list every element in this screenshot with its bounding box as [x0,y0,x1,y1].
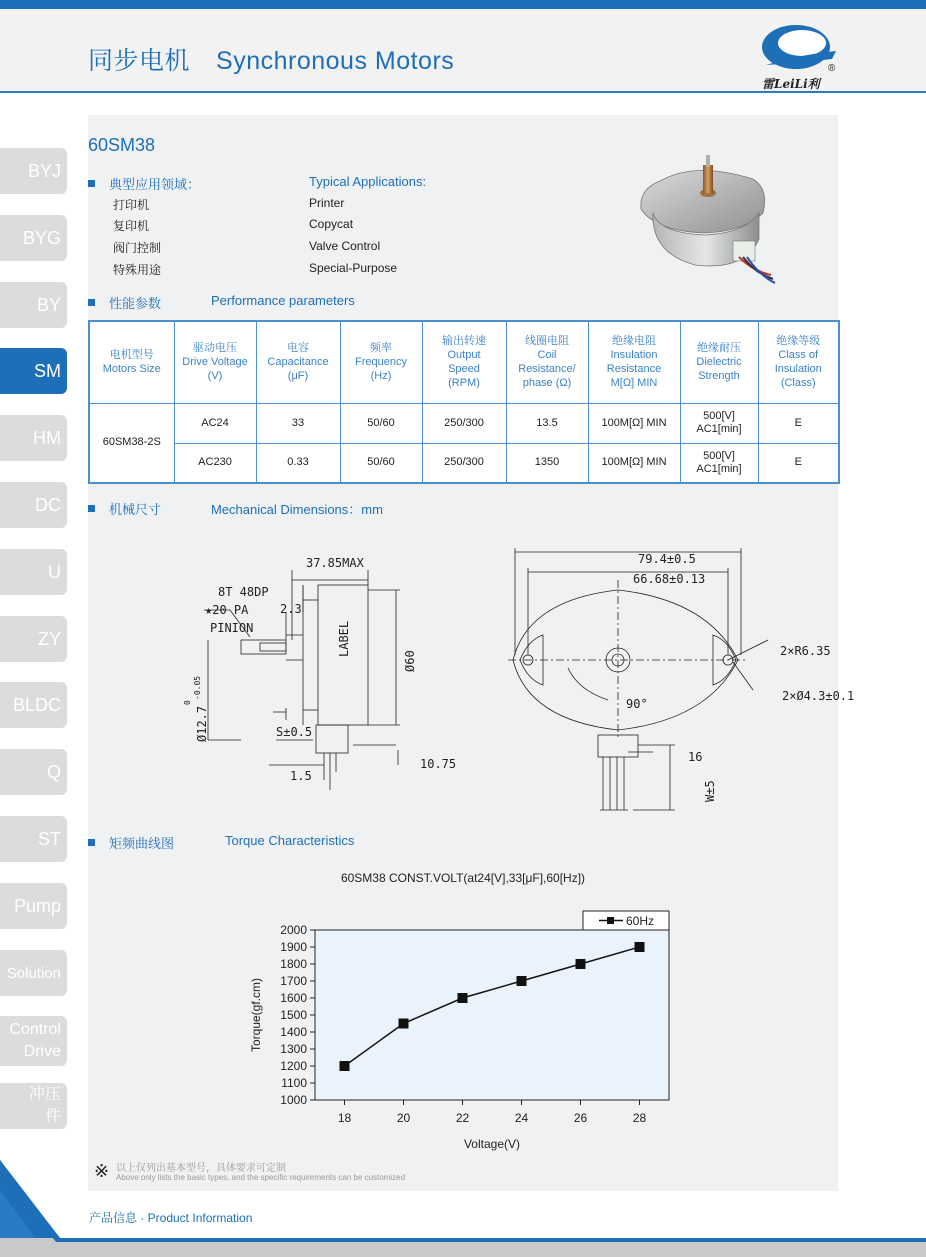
x-tick-label: 28 [632,1111,647,1125]
y-tick-label: 1900 [280,940,307,954]
legend-marker [607,917,614,924]
cell-frequency: 50/60 [340,403,422,443]
cell-dielectric: 500[V] AC1[min] [680,403,758,443]
note-en: Above only lists the basic types, and the specific requirements can be customized [116,1173,406,1182]
x-axis-label: Voltage(V) [463,1137,521,1151]
performance-heading-en: Performance parameters [211,293,355,308]
sidebar-item-st[interactable] [0,816,67,862]
sidebar-item-label: BLDC [12,694,61,715]
note-cn: 以上仅列出基本型号，具体要求可定制 [116,1163,286,1174]
y-tick-label: 1500 [280,1008,307,1022]
sidebar-item-byg[interactable] [0,215,67,261]
x-tick-label: 18 [337,1111,352,1125]
data-point [635,942,645,952]
table-row [89,443,839,483]
data-point [340,1061,350,1071]
bullet-square-icon [88,505,95,512]
sidebar-item-by[interactable] [0,282,67,328]
company-logo [758,21,838,93]
sidebar-item-label: ZY [37,628,61,649]
dim-79-4: 79.4±0.5 [638,552,696,566]
application-item-cn: 特殊用途 [113,263,162,277]
y-tick-label: 1000 [280,1093,307,1107]
data-point [458,993,468,1003]
x-tick-label: 26 [573,1111,588,1125]
page-title-cn: 同步电机 [88,47,191,75]
application-item-cn: 阀门控制 [113,241,162,255]
sidebar-item-label: 冲压 [28,1086,61,1103]
bullet-square-icon [88,299,95,306]
y-axis-label: Torque(gf.cm) [249,977,263,1053]
page-title [88,41,454,77]
torque-chart [88,895,838,1151]
applications-heading-en: Typical Applications: [309,174,427,189]
cell-model: 60SM38-2S [89,403,174,483]
cell-class: E [758,443,839,483]
col-output-speed: 输出转速 Output Speed (RPM) [422,321,506,403]
cell-coil: 13.5 [506,403,588,443]
sidebar-item-label: BY [36,294,61,315]
dim-16: 16 [688,750,703,764]
cell-insulation: 100M[Ω] MIN [588,443,680,483]
page-title-en: Synchronous Motors [216,47,455,75]
torque-heading-en: Torque Characteristics [225,833,355,848]
table-row [89,403,839,443]
application-item-en: Copycat [309,217,354,231]
y-tick-label: 1400 [280,1025,307,1039]
cell-capacitance: 33 [256,403,340,443]
col-motor-size: 电机型号 Motors Size [89,321,174,403]
brand-name: 雷LeiLi利 [762,77,820,91]
col-frequency: 频率 Frequency (Hz) [340,321,422,403]
cell-frequency: 50/60 [340,443,422,483]
dim-2-3: 2.3 [280,602,302,616]
sidebar-item-zy[interactable] [0,616,67,662]
sidebar-item-u[interactable] [0,549,67,595]
chart-title: 60SM38 CONST.VOLT(at24[V],33[μF],60[Hz]) [340,871,586,885]
sidebar-item-label: HM [33,427,61,448]
col-dielectric-strength: 绝缘耐压 Dielectric Strength [680,321,758,403]
data-point [399,1019,409,1029]
bullet-square-icon [88,180,95,187]
sidebar-item-label: Q [46,761,61,782]
sidebar-item-sm[interactable] [0,348,67,394]
y-tick-label: 2000 [280,923,307,937]
mechanical-heading-en: Mechanical Dimensions：mm [211,502,383,517]
dim-shaft-dia: Ø12.7 [195,705,209,742]
sidebar-item-label: ST [37,828,61,849]
sidebar-item-label: SM [34,360,61,381]
cell-capacitance: 0.33 [256,443,340,483]
legend-label: 60Hz [626,914,655,928]
mechanical-heading: 机械尺寸 [88,499,161,518]
cell-voltage: AC230 [174,443,256,483]
col-insulation-class: 绝缘等级 Class of Insulation (Class) [758,321,839,403]
dim-label: LABEL [337,620,351,657]
sidebar-item-label: Drive [23,1043,61,1060]
dim-1-5: 1.5 [290,769,312,783]
cell-speed: 250/300 [422,443,506,483]
bullet-square-icon [88,839,95,846]
data-point [576,959,586,969]
x-tick-label: 22 [455,1111,470,1125]
reference-mark-icon: ※ [94,1161,110,1181]
sidebar-item-label: Pump [13,895,61,916]
col-capacitance: 电容 Capacitance (μF) [256,321,340,403]
application-item-cn: 复印机 [113,219,150,233]
dim-pressure-angle: ★20 PA [205,603,249,617]
col-drive-voltage: 驱动电压 Drive Voltage (V) [174,321,256,403]
sidebar-item-label: DC [35,494,61,515]
sidebar-item-label: Solution [6,964,61,982]
sidebar-item-solution[interactable] [0,950,67,996]
application-item-cn: 打印机 [113,198,150,212]
cell-class: E [758,403,839,443]
mechanical-drawing [148,540,855,830]
y-tick-label: 1600 [280,991,307,1005]
dim-w5: W±5 [703,780,717,802]
y-tick-label: 1300 [280,1042,307,1056]
dim-r6-35: 2×R6.35 [780,644,831,658]
dim-gear-teeth: 8T 48DP [218,585,269,599]
application-item-en: Special-Purpose [309,261,398,275]
sidebar-item-dc[interactable] [0,482,67,528]
dim-dia-60: Ø60 [403,650,417,672]
dim-s: S±0.5 [276,725,313,739]
sidebar-item-hm[interactable] [0,415,67,461]
dim-shaft-tol-upper: 0 [183,700,192,705]
page-header [0,9,926,93]
plot-area [315,930,669,1100]
application-item-en: Printer [309,196,345,210]
dim-shaft-tol-lower: -0.05 [193,675,202,700]
sidebar-item-label: 件 [44,1108,61,1125]
footer-product-info: 产品信息 · Product Information [89,1211,253,1225]
data-point [517,976,527,986]
dim-90-deg: 90° [626,697,648,711]
sidebar-item-byj[interactable] [0,148,67,194]
sidebar-item-q[interactable] [0,749,67,795]
dim-hole: 2×Ø4.3±0.1 [782,689,855,703]
cell-speed: 250/300 [422,403,506,443]
model-title: 60SM38 [88,135,156,155]
sidebar-item-label: Control [9,1021,61,1038]
performance-table [88,320,840,484]
sidebar-item-冲压[interactable] [0,1083,67,1129]
sidebar-item-label: U [48,561,61,582]
dim-10-75: 10.75 [420,757,457,771]
table-header-row [89,321,839,403]
x-tick-label: 24 [514,1111,529,1125]
x-tick-label: 20 [396,1111,411,1125]
logo-mark-icon [758,21,838,77]
y-tick-label: 1200 [280,1059,307,1073]
y-tick-label: 1800 [280,957,307,971]
cell-insulation: 100M[Ω] MIN [588,403,680,443]
y-tick-label: 1700 [280,974,307,988]
cell-coil: 1350 [506,443,588,483]
sidebar-item-control[interactable] [0,1016,67,1066]
dim-pinion: PINION [210,621,254,635]
col-coil-resistance: 线圈电阻 Coil Resistance/ phase (Ω) [506,321,588,403]
cell-voltage: AC24 [174,403,256,443]
registered-mark: ® [828,63,836,74]
y-tick-label: 1100 [281,1076,307,1090]
product-panel [88,115,855,1191]
cell-dielectric: 500[V] AC1[min] [680,443,758,483]
performance-heading: 性能参数 [88,293,161,312]
dim-length-max: 37.85MAX [306,556,364,570]
motor-photo [635,153,785,288]
torque-heading: 矩频曲线图 [88,833,174,852]
applications-heading: 典型应用领域： [88,174,200,193]
col-insulation-resistance: 绝缘电阻 Insulation Resistance M[Ω] MIN [588,321,680,403]
sidebar-item-label: BYJ [27,160,61,181]
sidebar-item-bldc[interactable] [0,682,67,728]
dim-66-68: 66.68±0.13 [633,572,706,586]
sidebar-item-label: BYG [22,227,61,248]
sidebar-item-pump[interactable] [0,883,67,929]
top-accent-bar [0,0,926,9]
application-item-en: Valve Control [309,239,381,253]
